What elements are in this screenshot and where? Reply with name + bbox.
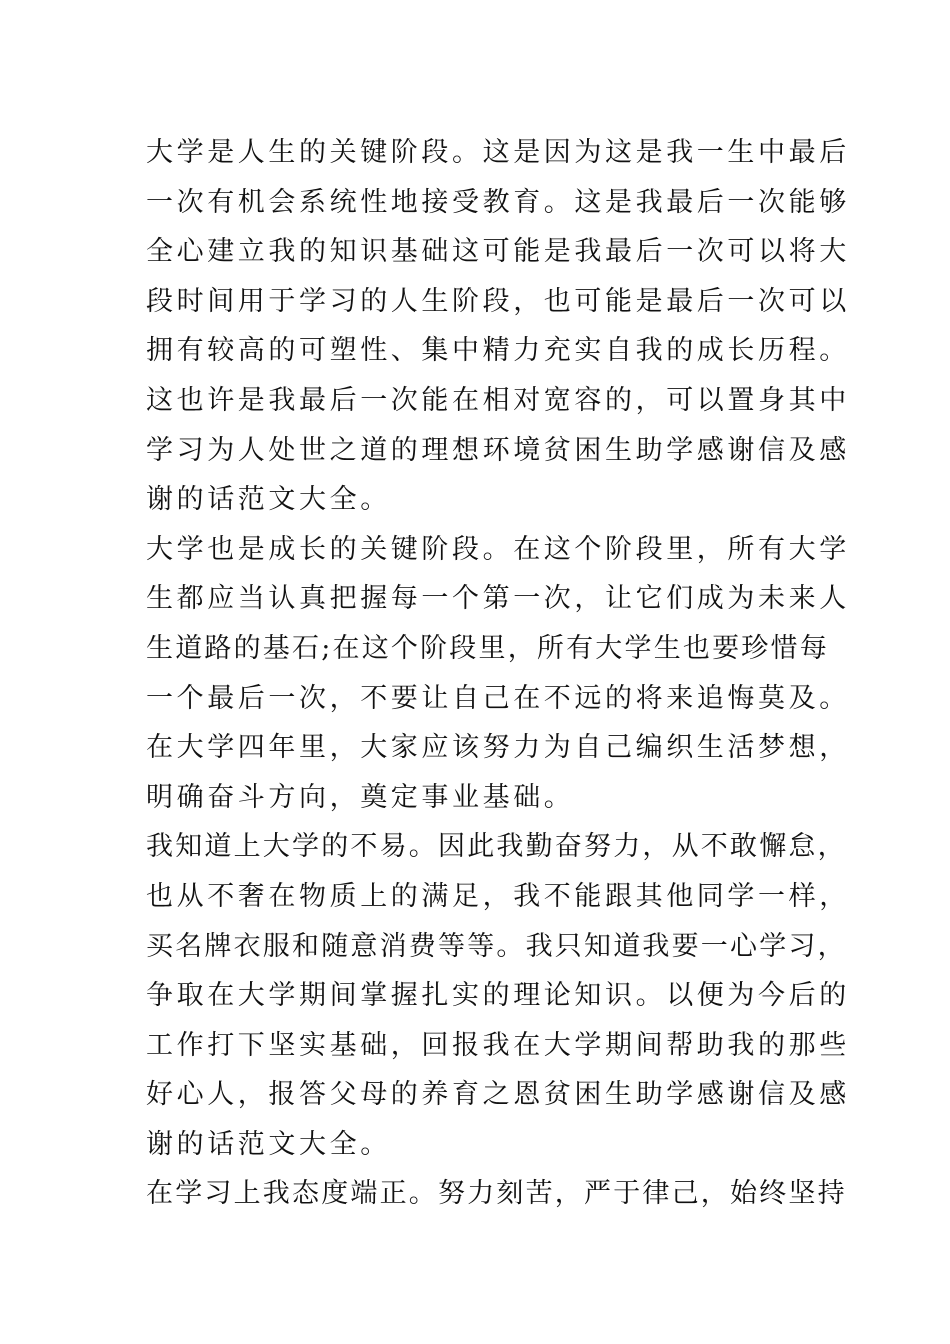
text-line: 在学习上我态度端正。努力刻苦，严于律己，始终坚持 [146,1178,847,1210]
text-line: 好心人，报答父母的养育之恩贫困生助学感谢信及感 [146,1079,850,1111]
text-line: 大学是人生的关键阶段。这是因为这是我一生中最后 [146,137,850,168]
text-line: 争取在大学期间掌握扎实的理论知识。以便为今后的 [146,980,850,1012]
text-line: 一次有机会系统性地接受教育。这是我最后一次能够 [146,186,850,218]
text-line: 学习为人处世之道的理想环境贫困生助学感谢信及感 [146,434,850,466]
text-line: 工作打下坚实基础，回报我在大学期间帮助我的那些 [146,1029,850,1061]
text-line: 买名牌衣服和随意消费等等。我只知道我要一心学习， [146,930,847,962]
text-line: 也从不奢在物质上的满足，我不能跟其他同学一样， [146,880,850,912]
text-line: 生道路的基石;在这个阶段里，所有大学生也要珍惜每 [146,632,829,664]
text-line: 拥有较高的可塑性、集中精力充实自我的成长历程。 [146,335,850,367]
text-line: 我知道上大学的不易。因此我勤奋努力，从不敢懈怠， [146,831,847,863]
text-line: 段时间用于学习的人生阶段，也可能是最后一次可以 [146,285,850,317]
text-line: 生都应当认真把握每一个第一次，让它们成为未来人 [146,583,850,615]
text-line: 谢的话范文大全。 [146,484,391,516]
text-line: 全心建立我的知识基础这可能是我最后一次可以将大 [146,236,850,268]
text-line: 明确奋斗方向，奠定事业基础。 [146,781,575,813]
text-line: 谢的话范文大全。 [146,1128,391,1160]
document-body [146,128,850,1219]
text-line: 这也许是我最后一次能在相对宽容的，可以置身其中 [146,384,850,416]
text-line: 大学也是成长的关键阶段。在这个阶段里，所有大学 [146,533,850,565]
text-line: 在大学四年里，大家应该努力为自己编织生活梦想， [146,732,850,764]
text-line: 一个最后一次，不要让自己在不远的将来追悔莫及。 [146,682,850,714]
